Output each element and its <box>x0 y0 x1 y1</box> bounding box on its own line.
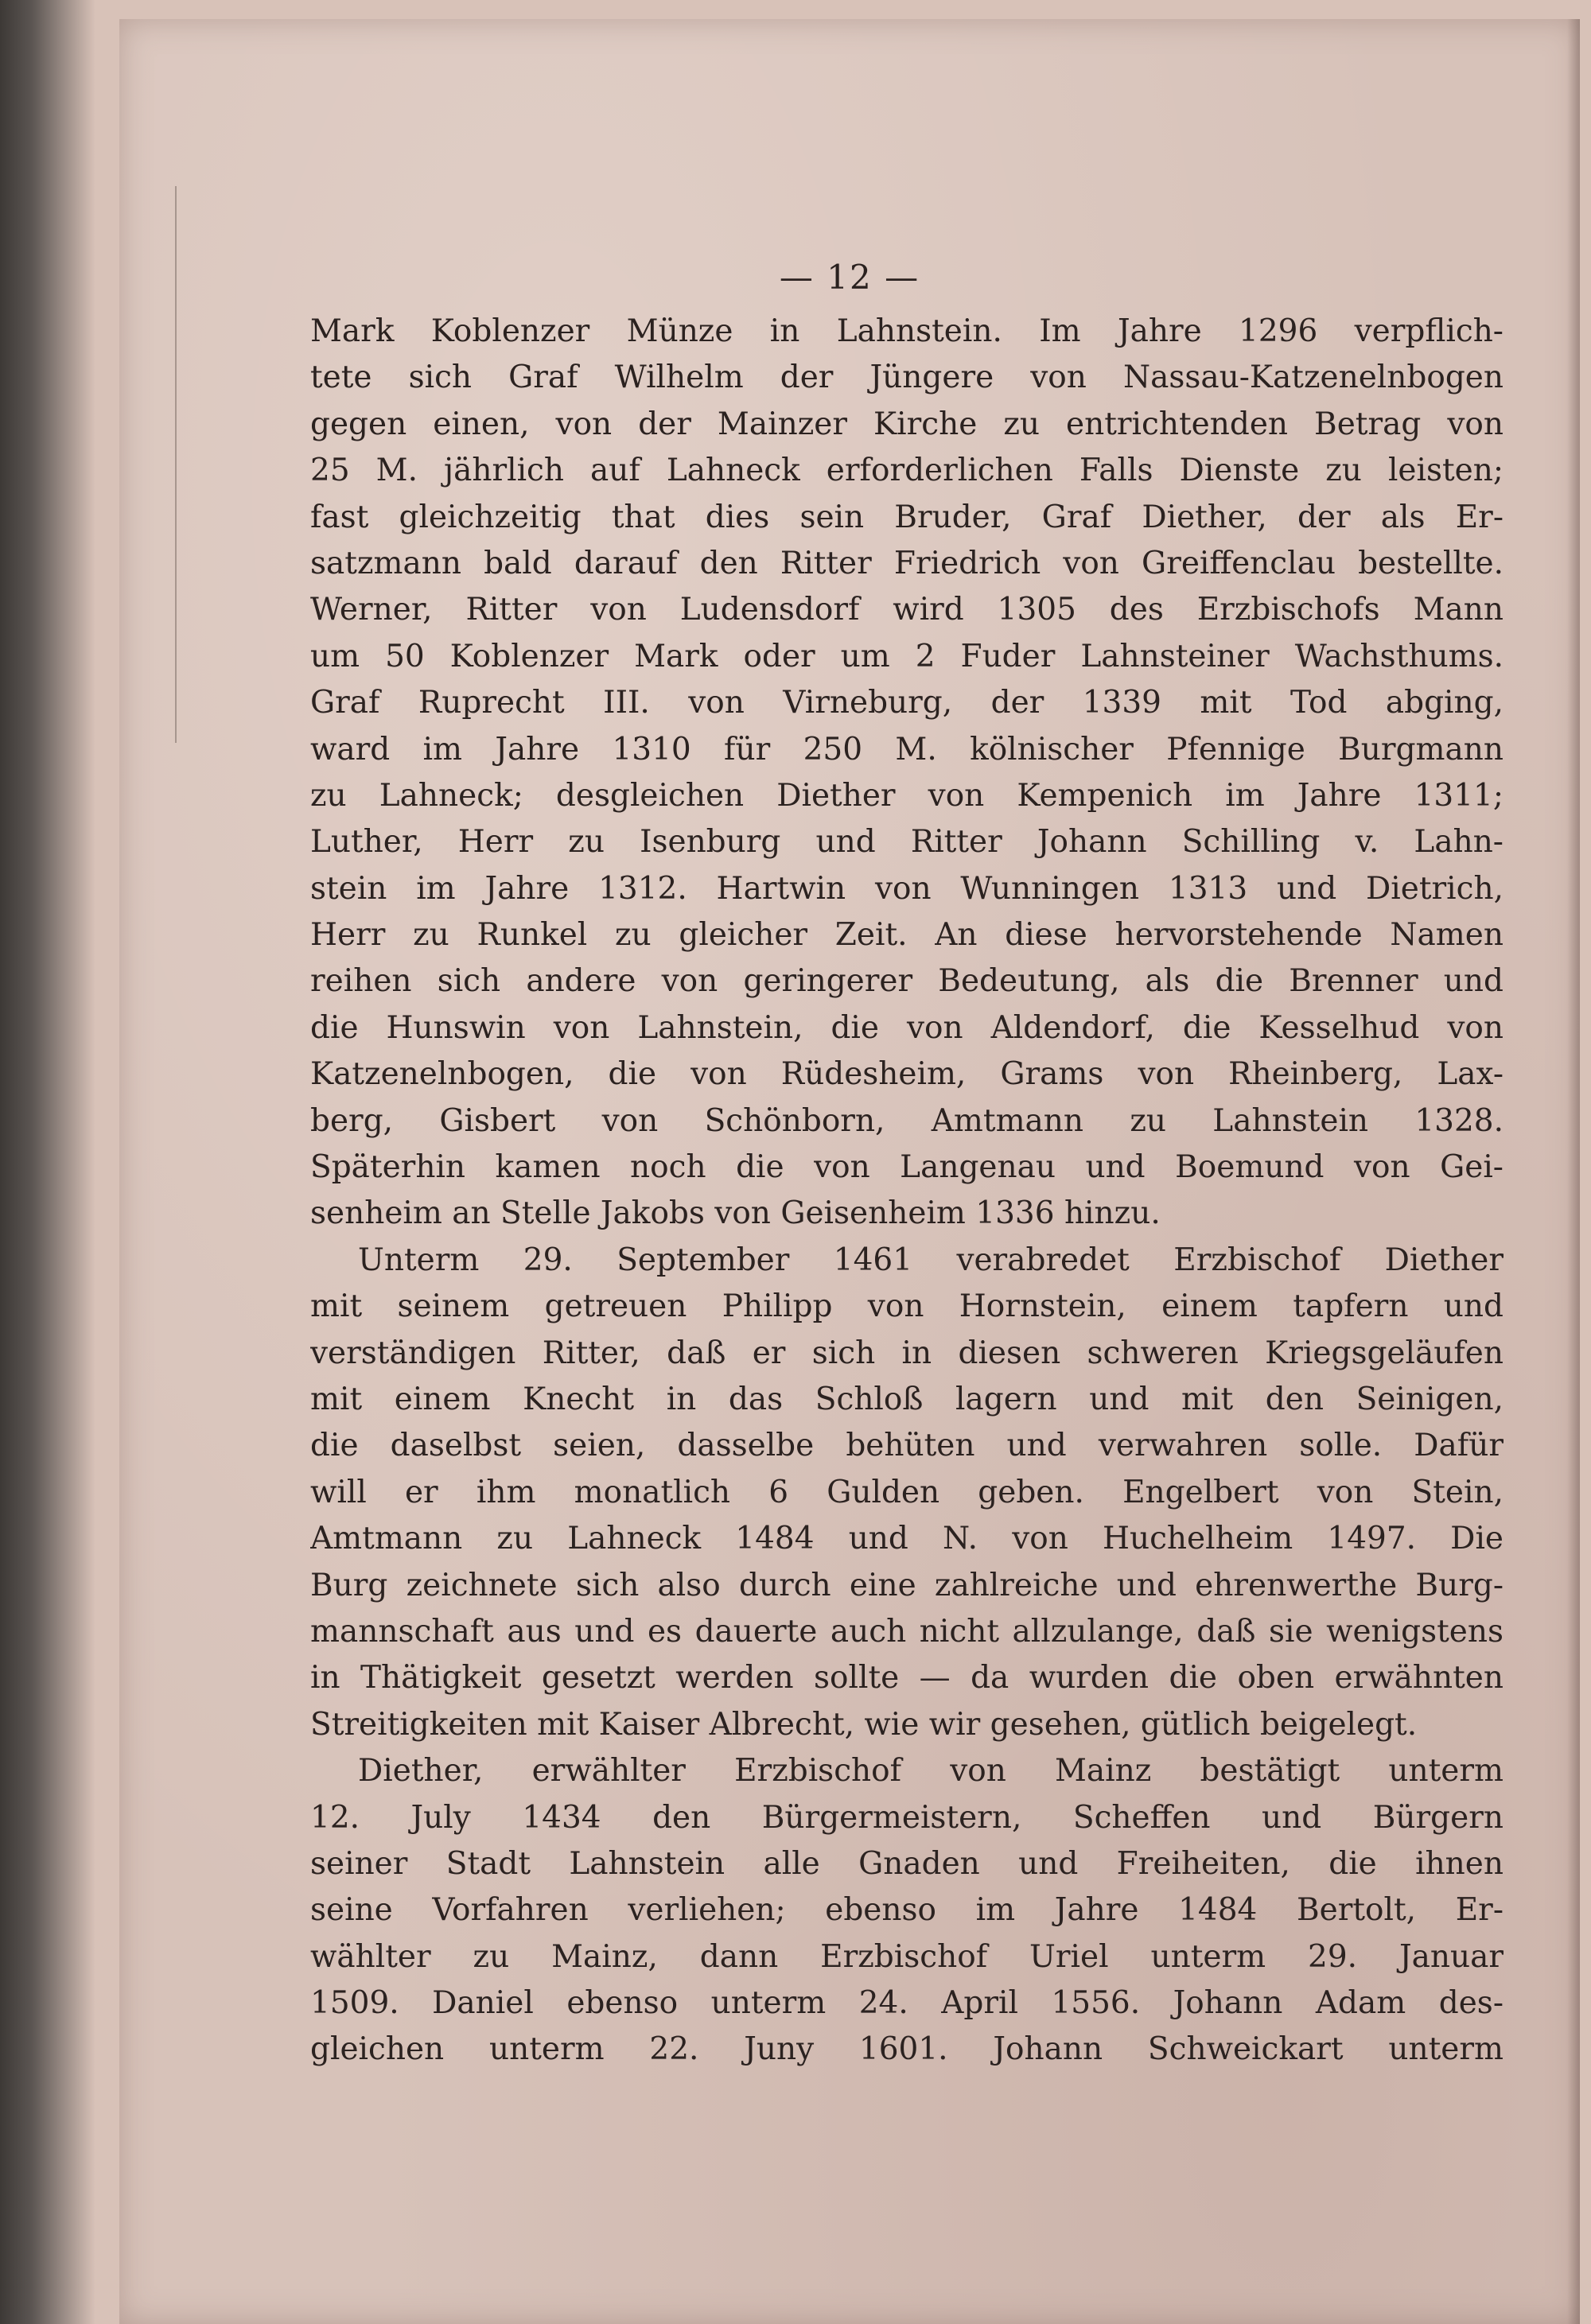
text-line: Luther, Herr zu Isenburg und Ritter Johann Schilling v. Lahn- <box>310 824 1503 861</box>
text-line: gegen einen, von der Mainzer Kirche zu entrichtenden Betrag von <box>310 406 1503 442</box>
text-line: tete sich Graf Wilhelm der Jüngere von Nassau-Katzenelnbogen <box>310 359 1503 396</box>
text-line: will er ihm monatlich 6 Gulden geben. Engelbert von Stein, <box>310 1474 1503 1510</box>
text-line: stein im Jahre 1312. Hartwin von Wunningen 1313 und Dietrich, <box>310 870 1503 907</box>
text-line: in Thätigkeit gesetzt werden sollte — da wurden die oben erwähnten <box>310 1660 1503 1696</box>
text-line: 25 M. jährlich auf Lahneck erforderlichen Falls Dienste zu leisten; <box>310 453 1503 489</box>
text-line: um 50 Koblenzer Mark oder um 2 Fuder Lahnsteiner Wachsthums. <box>310 638 1503 674</box>
text-line-paragraph-start: Unterm 29. September 1461 verabredet Erzbischof Diether <box>358 1242 1503 1278</box>
text-line: Amtmann zu Lahneck 1484 und N. von Huchelheim 1497. Die <box>310 1521 1503 1557</box>
text-line-paragraph-end: senheim an Stelle Jakobs von Geisenheim 1336 hinzu. <box>310 1195 1161 1232</box>
text-line: Herr zu Runkel zu gleicher Zeit. An diese hervorstehende Namen <box>310 917 1503 954</box>
page-number: — 12 — <box>779 258 920 297</box>
text-line: berg, Gisbert von Schönborn, Amtmann zu Lahnstein 1328. <box>310 1102 1503 1139</box>
text-line: seine Vorfahren verliehen; ebenso im Jahre 1484 Bertolt, Er- <box>310 1892 1503 1929</box>
text-line: ward im Jahre 1310 für 250 M. kölnischer Pfennige Burgmann <box>310 731 1503 768</box>
text-line: 12. July 1434 den Bürgermeistern, Scheffen und Bürgern <box>310 1799 1503 1836</box>
text-line: seiner Stadt Lahnstein alle Gnaden und Freiheiten, die ihnen <box>310 1845 1503 1882</box>
text-line: die daselbst seien, dasselbe behüten und verwahren solle. Dafür <box>310 1428 1503 1464</box>
text-line: reihen sich andere von geringerer Bedeutung, als die Brenner und <box>310 963 1503 1000</box>
body-text <box>310 309 1503 2073</box>
text-line-paragraph-end: Streitigkeiten mit Kaiser Albrecht, wie wir gesehen, gütlich beigelegt. <box>310 1706 1418 1743</box>
text-line: Werner, Ritter von Ludensdorf wird 1305 des Erzbischofs Mann <box>310 592 1503 628</box>
text-line: verständigen Ritter, daß er sich in diesen schweren Kriegsgeläufen <box>310 1335 1503 1371</box>
text-line: mit einem Knecht in das Schloß lagern und mit den Seinigen, <box>310 1381 1503 1417</box>
text-line: wählter zu Mainz, dann Erzbischof Uriel unterm 29. Januar <box>310 1938 1503 1975</box>
text-line-paragraph-start: Diether, erwählter Erzbischof von Mainz bestätigt unterm <box>358 1753 1503 1790</box>
page-edge-shadow <box>1567 19 1580 2324</box>
text-line: Burg zeichnete sich also durch eine zahlreiche und ehrenwerthe Burg- <box>310 1567 1503 1603</box>
text-line: satzmann bald darauf den Ritter Friedrich von Greiffenclau bestellte. <box>310 545 1503 581</box>
text-line: gleichen unterm 22. Juny 1601. Johann Schweickart unterm <box>310 2031 1503 2068</box>
text-line: mit seinem getreuen Philipp von Hornstein, einem tapfern und <box>310 1288 1503 1325</box>
text-line: Späterhin kamen noch die von Langenau und Boemund von Gei- <box>310 1149 1503 1186</box>
text-line: Mark Koblenzer Münze in Lahnstein. Im Jahre 1296 verpflich- <box>310 313 1503 349</box>
text-line: die Hunswin von Lahnstein, die von Aldendorf, die Kesselhud von <box>310 1009 1503 1046</box>
text-line: mannschaft aus und es dauerte auch nicht allzulange, daß sie wenigstens <box>310 1613 1503 1650</box>
text-line: Graf Ruprecht III. von Virneburg, der 1339 mit Tod abging, <box>310 685 1503 721</box>
text-line: fast gleichzeitig that dies sein Bruder, Graf Diether, der als Er- <box>310 499 1503 535</box>
text-line: 1509. Daniel ebenso unterm 24. April 1556. Johann Adam des- <box>310 1985 1503 2022</box>
text-line: Katzenelnbogen, die von Rüdesheim, Grams von Rheinberg, Lax- <box>310 1056 1503 1093</box>
text-line: zu Lahneck; desgleichen Diether von Kempenich im Jahre 1311; <box>310 777 1503 814</box>
